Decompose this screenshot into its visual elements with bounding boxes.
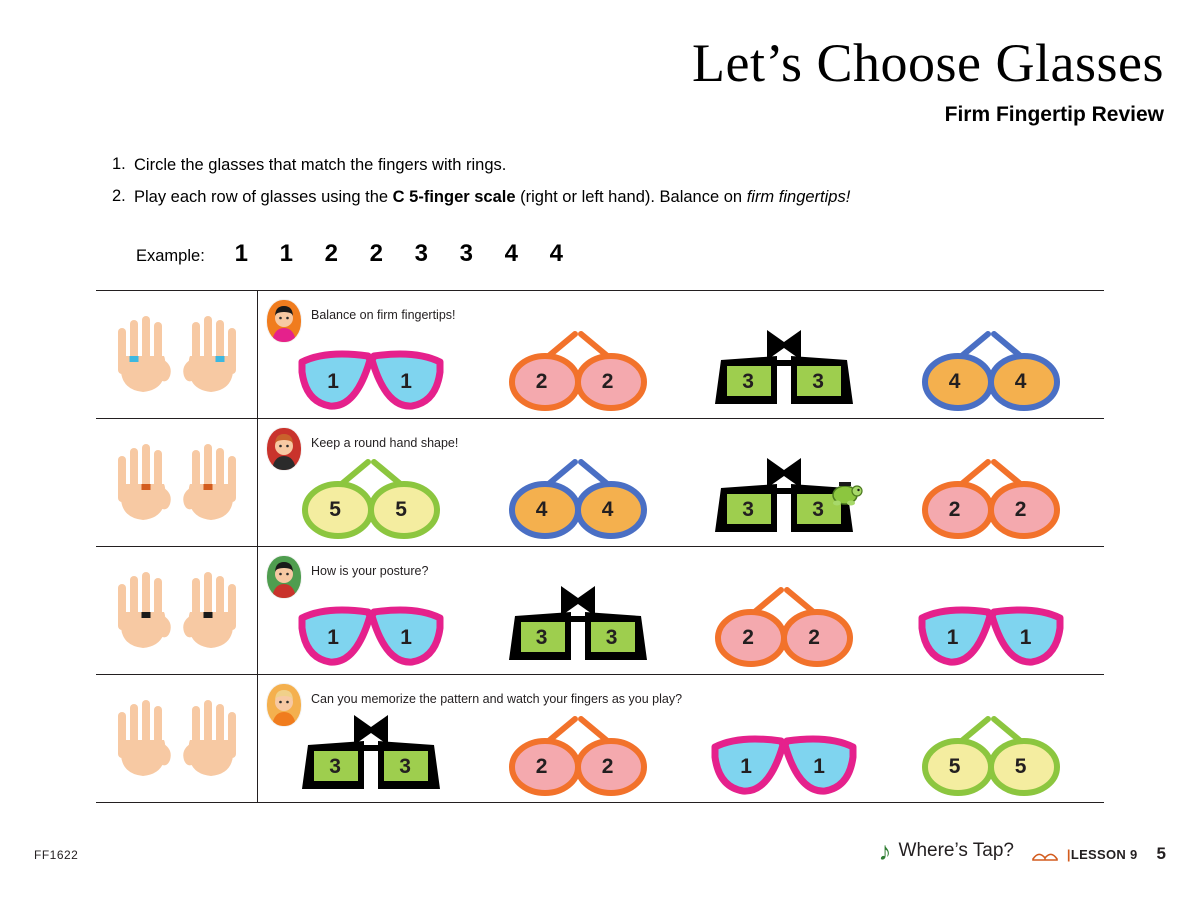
glasses-row xyxy=(258,326,1104,412)
example-row xyxy=(136,240,579,268)
glasses-finger-number: 2 xyxy=(1014,498,1027,521)
example-digit: 3 xyxy=(414,240,428,267)
glasses-finger-number: 2 xyxy=(535,755,548,778)
example-digit: 3 xyxy=(459,240,473,267)
hands-cell xyxy=(96,547,258,674)
instruction-text-2-italic: firm fingertips! xyxy=(746,187,851,206)
hands-illustration xyxy=(96,444,257,522)
instruction-text-1: Circle the glasses that match the fingers with rings. xyxy=(134,156,507,174)
hands-cell xyxy=(96,675,258,803)
row-content-cell xyxy=(258,291,1104,418)
hands-cell xyxy=(96,419,258,546)
glasses-finger-number: 1 xyxy=(327,370,339,393)
wheres-tap xyxy=(879,838,1014,864)
glasses-item[interactable] xyxy=(296,711,446,797)
glasses-row xyxy=(258,711,1104,797)
page-title: Let’s Choose Glasses xyxy=(692,33,1164,93)
turtle-icon xyxy=(829,480,863,508)
hands-illustration xyxy=(96,700,257,778)
glasses-finger-number: 4 xyxy=(601,498,614,521)
glasses-item[interactable] xyxy=(296,454,446,540)
right-hand-icon xyxy=(182,572,240,650)
row-content-cell xyxy=(258,675,1104,803)
lesson-footer xyxy=(1032,844,1166,864)
glasses-item[interactable] xyxy=(916,711,1066,797)
glasses-finger-number: 1 xyxy=(1019,626,1032,649)
glasses-item[interactable] xyxy=(296,326,446,412)
exercise-grid xyxy=(96,290,1104,803)
glasses-item[interactable] xyxy=(709,326,859,412)
glasses-item[interactable] xyxy=(916,454,1066,540)
example-digit: 4 xyxy=(549,240,563,267)
glasses-item[interactable] xyxy=(296,582,446,668)
left-hand-icon xyxy=(114,572,172,650)
glasses-item[interactable] xyxy=(503,454,653,540)
music-note-icon: ♪ xyxy=(878,836,892,866)
exercise-row xyxy=(96,291,1104,419)
glasses-finger-number: 3 xyxy=(399,755,411,778)
glasses-row xyxy=(258,582,1104,668)
example-digit: 4 xyxy=(504,240,518,267)
glasses-item[interactable] xyxy=(709,582,859,668)
example-digit: 1 xyxy=(279,240,293,267)
hands-illustration xyxy=(96,316,257,394)
right-hand-icon xyxy=(182,444,240,522)
glasses-finger-number: 1 xyxy=(400,626,412,649)
lesson-label xyxy=(1067,847,1138,862)
exercise-row xyxy=(96,547,1104,675)
glasses-finger-number: 1 xyxy=(813,755,825,778)
left-hand-icon xyxy=(114,444,172,522)
row-content-cell xyxy=(258,547,1104,674)
glasses-finger-number: 5 xyxy=(329,498,341,521)
glasses-finger-number: 4 xyxy=(535,498,548,521)
exercise-row xyxy=(96,675,1104,803)
example-digits xyxy=(219,240,579,268)
lesson-text: LESSON 9 xyxy=(1070,846,1138,862)
example-digit: 2 xyxy=(324,240,338,267)
footer-code: FF1622 xyxy=(34,848,79,862)
instruction-text-2-part-a: Play each row of glasses using the xyxy=(134,187,393,206)
glasses-finger-number: 2 xyxy=(742,626,754,649)
right-hand-icon xyxy=(182,700,240,778)
glasses-finger-number: 2 xyxy=(601,370,614,393)
glasses-finger-number: 3 xyxy=(329,755,341,778)
glasses-finger-number: 3 xyxy=(812,498,824,521)
glasses-finger-number: 4 xyxy=(1014,370,1027,393)
glasses-finger-number: 1 xyxy=(740,755,752,778)
glasses-row xyxy=(258,454,1104,540)
instruction-item-2 xyxy=(112,187,872,209)
glasses-finger-number: 3 xyxy=(742,370,754,393)
glasses-finger-number: 3 xyxy=(812,370,824,393)
glasses-finger-number: 3 xyxy=(605,626,618,649)
instruction-number-1: 1. xyxy=(112,155,126,173)
tip-text: Keep a round hand shape! xyxy=(311,436,459,450)
tip-text: Can you memorize the pattern and watch your fingers as you play? xyxy=(311,692,683,706)
glasses-finger-number: 1 xyxy=(327,626,339,649)
glasses-finger-number: 1 xyxy=(946,626,959,649)
glasses-finger-number: 2 xyxy=(601,755,614,778)
glasses-item[interactable] xyxy=(503,711,653,797)
instruction-number-2: 2. xyxy=(112,186,126,205)
glasses-item[interactable] xyxy=(503,326,653,412)
glasses-finger-number: 3 xyxy=(742,498,754,521)
instructions-list xyxy=(112,155,872,219)
exercise-row xyxy=(96,419,1104,547)
glasses-item[interactable] xyxy=(916,582,1066,668)
glasses-finger-number: 5 xyxy=(395,498,407,521)
book-icon xyxy=(1032,847,1058,861)
example-digit: 1 xyxy=(234,240,248,267)
glasses-item[interactable] xyxy=(503,582,653,668)
glasses-finger-number: 2 xyxy=(948,498,961,521)
tip-text: Balance on firm fingertips! xyxy=(311,308,456,322)
hands-illustration xyxy=(96,572,257,650)
glasses-item[interactable] xyxy=(709,711,859,797)
glasses-finger-number: 1 xyxy=(400,370,412,393)
instruction-item-1 xyxy=(112,155,872,177)
hands-cell xyxy=(96,291,258,418)
left-hand-icon xyxy=(114,316,172,394)
row-content-cell xyxy=(258,419,1104,546)
glasses-item[interactable] xyxy=(916,326,1066,412)
page-subtitle: Firm Fingertip Review xyxy=(944,103,1164,126)
glasses-finger-number: 2 xyxy=(808,626,820,649)
left-hand-icon xyxy=(114,700,172,778)
example-digit: 2 xyxy=(369,240,383,267)
wheres-tap-label: Where’s Tap? xyxy=(898,840,1014,861)
glasses-finger-number: 5 xyxy=(1014,755,1027,778)
instruction-text-2 xyxy=(134,187,850,209)
glasses-finger-number: 2 xyxy=(535,370,548,393)
tip-text: How is your posture? xyxy=(311,564,429,578)
glasses-finger-number: 5 xyxy=(948,755,961,778)
glasses-finger-number: 3 xyxy=(535,626,548,649)
page-number: 5 xyxy=(1156,844,1166,863)
instruction-text-2-part-b: (right or left hand). Balance on xyxy=(515,187,747,206)
instruction-text-2-emphasis: C 5-finger scale xyxy=(392,187,516,206)
example-label: Example: xyxy=(136,247,205,265)
glasses-item[interactable] xyxy=(709,454,859,540)
glasses-finger-number: 4 xyxy=(948,370,961,393)
right-hand-icon xyxy=(182,316,240,394)
lesson-bar: | xyxy=(1066,846,1071,862)
